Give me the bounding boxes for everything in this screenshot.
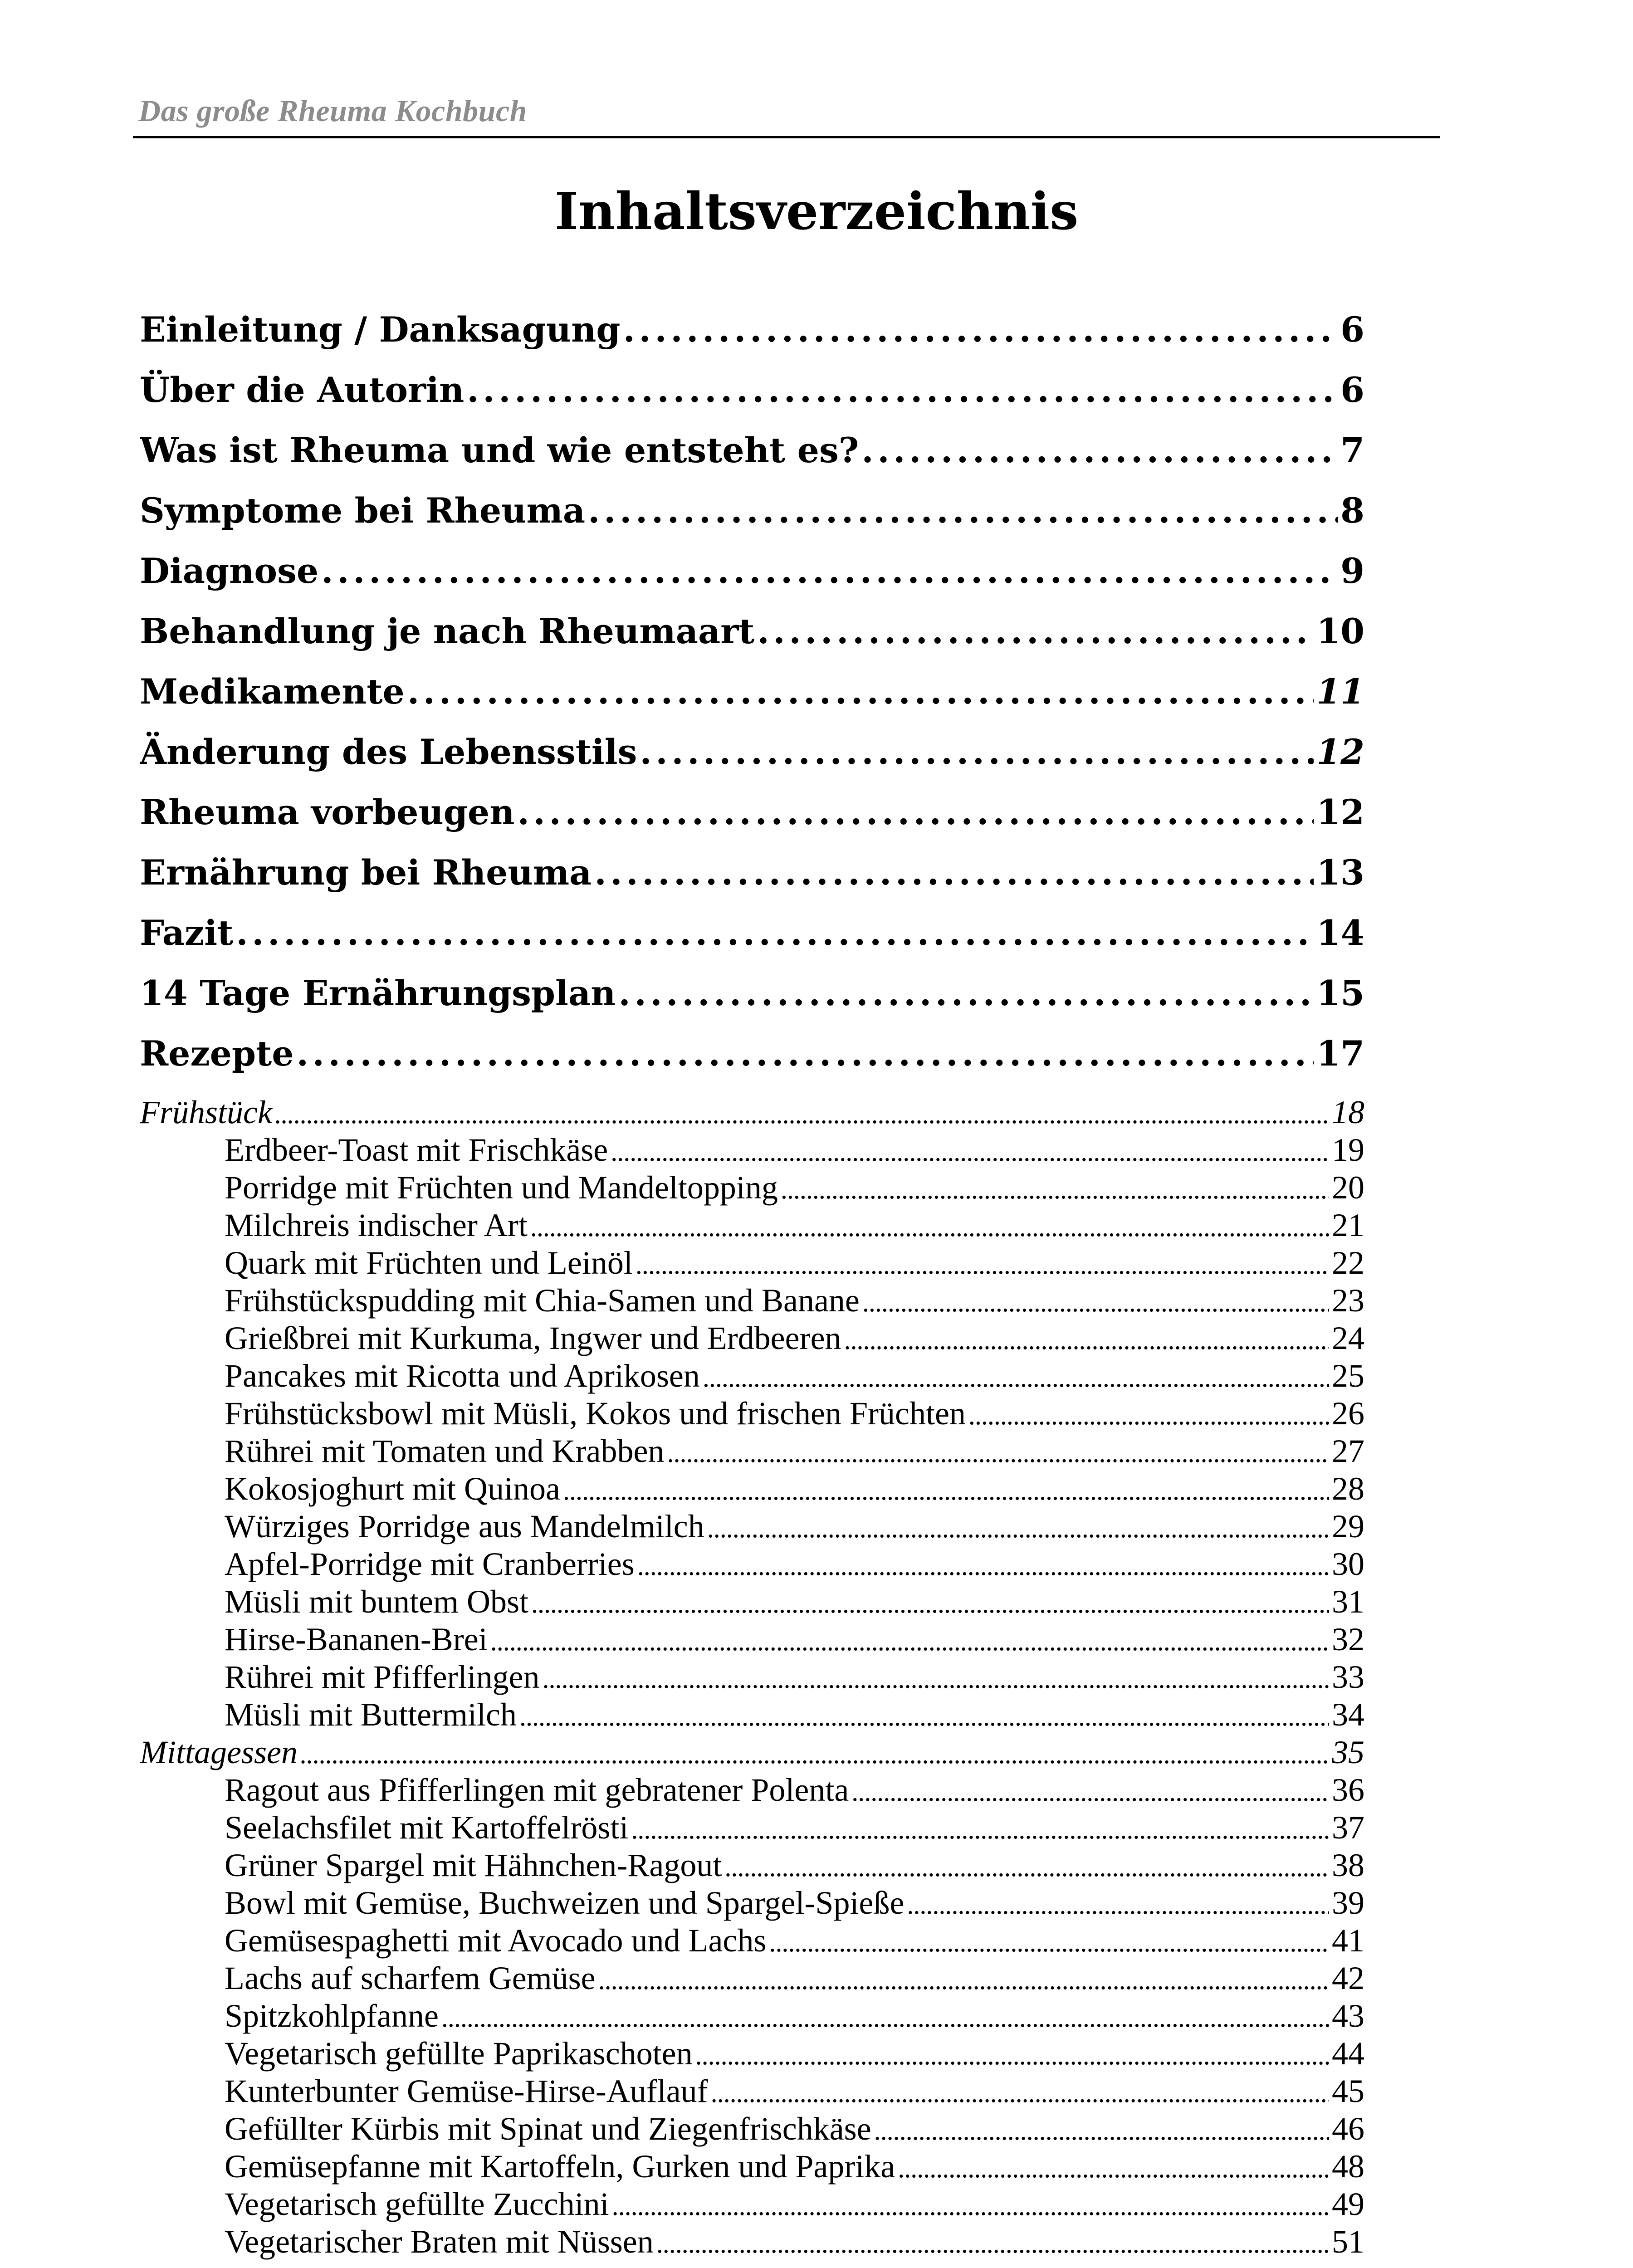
dot-leader (640, 732, 1314, 772)
toc-entry-label: Einleitung / Danksagung (140, 309, 621, 350)
toc-entry-label: Rührei mit Pfifferlingen (225, 1659, 540, 1695)
dot-leader (594, 852, 1314, 893)
toc-entry-label: Änderung des Lebensstils (140, 732, 637, 772)
toc-entry-page-number: 46 (1332, 2111, 1364, 2147)
toc-entry-page-number: 48 (1332, 2148, 1364, 2185)
toc-entry-page-number: 15 (1316, 973, 1364, 1013)
dot-leader (711, 2072, 1329, 2110)
toc-entry-recipe[interactable] (140, 2148, 1364, 2185)
toc-entry-page-number: 25 (1332, 1358, 1364, 1394)
dot-leader (407, 671, 1314, 712)
toc-entry-label: Symptome bei Rheuma (140, 490, 586, 531)
toc-entry-label: Gemüsepfanne mit Kartoffeln, Gurken und Paprika (225, 2148, 895, 2185)
toc-entry-label: Rezepte (140, 1033, 294, 1074)
toc-entry-recipe[interactable] (140, 1432, 1364, 1470)
toc-entry-section[interactable] (140, 1734, 1364, 1771)
toc-entry-page-number: 13 (1316, 852, 1364, 893)
toc-entry-recipe[interactable] (140, 1357, 1364, 1395)
toc-entry-label: Kokosjoghurt mit Quinoa (225, 1471, 560, 1507)
toc-entry-page-number: 24 (1332, 1320, 1364, 1356)
toc-entry-recipe[interactable] (140, 1470, 1364, 1508)
dot-leader (530, 1207, 1329, 1244)
toc-entry-label: Grüner Spargel mit Hähnchen-Ragout (225, 1847, 722, 1883)
toc-entry-label: Diagnose (140, 551, 319, 591)
toc-entry-label: Gefüllter Kürbis mit Spinat und Ziegenfrischkäse (225, 2111, 871, 2147)
toc-entry-label: Mittagessen (140, 1734, 298, 1770)
dot-leader (236, 913, 1314, 953)
toc-entry-label: Pancakes mit Ricotta und Aprikosen (225, 1358, 700, 1394)
toc-entry-recipe[interactable] (140, 2185, 1364, 2223)
toc-entry-label: Was ist Rheuma und wie entsteht es? (140, 430, 859, 470)
toc-entry-recipe[interactable] (140, 1131, 1364, 1169)
dot-leader (612, 2185, 1329, 2223)
toc-entry-recipe[interactable] (140, 1658, 1364, 1696)
dot-leader (695, 2035, 1329, 2072)
toc-entry-recipe[interactable] (140, 1545, 1364, 1583)
dot-leader (543, 1658, 1329, 1696)
dot-leader (631, 1809, 1329, 1847)
dot-leader (656, 2223, 1329, 2261)
toc-entry-label: Grießbrei mit Kurkuma, Ingwer und Erdbeeren (225, 1320, 841, 1356)
dot-leader (531, 1583, 1329, 1621)
dot-leader (518, 792, 1314, 832)
toc-entry-recipe[interactable] (140, 1169, 1364, 1207)
toc-entry-page-number: 28 (1332, 1471, 1364, 1507)
toc-entry-label: Erdbeer-Toast mit Frischkäse (225, 1132, 608, 1168)
toc-entry-chapter[interactable] (140, 852, 1364, 913)
toc-entry-label: Ragout aus Pfifferlingen mit gebratener Polenta (225, 1772, 849, 1808)
dot-leader (519, 1696, 1329, 1734)
toc-entry-page-number: 9 (1340, 551, 1364, 591)
toc-entry-recipe[interactable] (140, 1508, 1364, 1545)
toc-entry-chapter[interactable] (140, 611, 1364, 671)
toc-entry-page-number: 11 (1316, 671, 1364, 712)
toc-entry-label: Müsli mit buntem Obst (225, 1584, 529, 1620)
toc-entry-page-number: 8 (1340, 490, 1364, 531)
toc-entry-label: Frühstückspudding mit Chia-Samen und Banane (225, 1282, 860, 1319)
toc-entry-recipe[interactable] (140, 1583, 1364, 1621)
toc-entry-recipe[interactable] (140, 1847, 1364, 1884)
toc-entry-recipe[interactable] (140, 1771, 1364, 1809)
toc-entry-label: Hirse-Bananen-Brei (225, 1621, 488, 1657)
dot-leader (724, 1847, 1329, 1884)
toc-entry-chapter[interactable] (140, 490, 1364, 551)
toc-entry-page-number: 26 (1332, 1395, 1364, 1432)
toc-entry-label: Über die Autorin (140, 370, 464, 410)
dot-leader (300, 1734, 1329, 1771)
toc-entry-page-number: 35 (1332, 1734, 1364, 1770)
toc-entry-label: Kunterbunter Gemüse-Hirse-Auflauf (225, 2073, 708, 2109)
toc-entry-label: Bowl mit Gemüse, Buchweizen und Spargel-Spieße (225, 1885, 905, 1921)
dot-leader (667, 1432, 1329, 1470)
toc-entry-recipe[interactable] (140, 2110, 1364, 2148)
dot-leader (563, 1470, 1329, 1508)
toc-entry-label: Lachs auf scharfem Gemüse (225, 1960, 596, 1996)
toc-entry-page-number: 38 (1332, 1847, 1364, 1883)
dot-leader (588, 490, 1338, 531)
dot-leader (636, 1244, 1329, 1282)
dot-leader (874, 2110, 1329, 2148)
dot-leader (297, 1033, 1314, 1074)
running-head: Das große Rheuma Kochbuch (138, 93, 527, 128)
toc-entry-recipe[interactable] (140, 1282, 1364, 1320)
toc-entry-page-number: 39 (1332, 1885, 1364, 1921)
toc-entry-page-number: 6 (1340, 309, 1364, 350)
toc-entry-recipe[interactable] (140, 1922, 1364, 1960)
toc-entry-recipe[interactable] (140, 2035, 1364, 2072)
dot-leader (861, 430, 1338, 470)
dot-leader (321, 551, 1338, 591)
toc-entry-recipe[interactable] (140, 1621, 1364, 1658)
toc-entry-label: Spitzkohlpfanne (225, 1998, 439, 2034)
table-of-contents (140, 309, 1364, 2261)
toc-entry-chapter[interactable] (140, 1033, 1364, 1094)
toc-entry-label: Gemüsespaghetti mit Avocado und Lachs (225, 1922, 767, 1959)
dot-leader (598, 1960, 1329, 1997)
toc-entry-page-number: 43 (1332, 1998, 1364, 2034)
toc-entry-page-number: 44 (1332, 2035, 1364, 2072)
toc-entry-label: Fazit (140, 913, 234, 953)
toc-entry-label: Vegetarisch gefüllte Paprikaschoten (225, 2035, 693, 2072)
toc-entry-label: Frühstücksbowl mit Müsli, Kokos und frischen Früchten (225, 1395, 966, 1432)
dot-leader (637, 1545, 1329, 1583)
toc-entry-chapter[interactable] (140, 309, 1364, 370)
toc-entry-page-number: 19 (1332, 1132, 1364, 1168)
toc-entry-label: Rheuma vorbeugen (140, 792, 515, 832)
toc-entry-page-number: 6 (1340, 370, 1364, 410)
toc-entry-page-number: 14 (1316, 913, 1364, 953)
toc-entry-label: Milchreis indischer Art (225, 1207, 528, 1243)
toc-entry-page-number: 20 (1332, 1169, 1364, 1206)
dot-leader (862, 1282, 1329, 1320)
toc-entry-page-number: 33 (1332, 1659, 1364, 1695)
toc-entry-chapter[interactable] (140, 732, 1364, 792)
toc-entry-recipe[interactable] (140, 1809, 1364, 1847)
header-rule (133, 136, 1440, 138)
toc-entry-label: Quark mit Früchten und Leinöl (225, 1245, 633, 1281)
toc-entry-page-number: 31 (1332, 1584, 1364, 1620)
dot-leader (490, 1621, 1329, 1658)
toc-entry-recipe[interactable] (140, 1884, 1364, 1922)
toc-entry-label: Medikamente (140, 671, 405, 712)
dot-leader (703, 1357, 1329, 1395)
toc-entry-page-number: 51 (1332, 2224, 1364, 2260)
toc-entry-page-number: 37 (1332, 1809, 1364, 1846)
toc-entry-section[interactable] (140, 1094, 1364, 1131)
dot-leader (757, 611, 1314, 651)
dot-leader (781, 1169, 1329, 1207)
dot-leader (968, 1395, 1329, 1432)
toc-entry-label: Porridge mit Früchten und Mandeltopping (225, 1169, 778, 1206)
toc-entry-page-number: 23 (1332, 1282, 1364, 1319)
dot-leader (851, 1771, 1329, 1809)
page-title: Inhaltsverzeichnis (554, 182, 1079, 241)
toc-entry-chapter[interactable] (140, 430, 1364, 490)
toc-entry-page-number: 32 (1332, 1621, 1364, 1657)
toc-entry-label: Rührei mit Tomaten und Krabben (225, 1433, 665, 1469)
toc-entry-page-number: 41 (1332, 1922, 1364, 1959)
dot-leader (441, 1997, 1329, 2035)
toc-entry-label: Vegetarisch gefüllte Zucchini (225, 2186, 609, 2222)
toc-entry-chapter[interactable] (140, 792, 1364, 852)
toc-entry-chapter[interactable] (140, 551, 1364, 611)
dot-leader (769, 1922, 1329, 1960)
toc-entry-label: Ernährung bei Rheuma (140, 852, 592, 893)
toc-entry-chapter[interactable] (140, 370, 1364, 430)
toc-entry-page-number: 12 (1316, 792, 1364, 832)
toc-entry-chapter[interactable] (140, 973, 1364, 1033)
toc-entry-page-number: 10 (1316, 611, 1364, 651)
toc-entry-label: Apfel-Porridge mit Cranberries (225, 1546, 635, 1582)
toc-entry-recipe[interactable] (140, 1997, 1364, 2035)
toc-entry-page-number: 34 (1332, 1696, 1364, 1733)
toc-entry-chapter[interactable] (140, 671, 1364, 732)
dot-leader (707, 1508, 1329, 1545)
toc-entry-page-number: 30 (1332, 1546, 1364, 1582)
dot-leader (623, 309, 1338, 350)
toc-entry-label: Frühstück (140, 1094, 272, 1130)
toc-entry-recipe[interactable] (140, 1395, 1364, 1432)
dot-leader (907, 1884, 1329, 1922)
dot-leader (898, 2148, 1329, 2185)
toc-entry-label: Müsli mit Buttermilch (225, 1696, 517, 1733)
toc-entry-recipe[interactable] (140, 2223, 1364, 2261)
toc-entry-label: Seelachsfilet mit Kartoffelrösti (225, 1809, 629, 1846)
toc-entry-page-number: 27 (1332, 1433, 1364, 1469)
toc-entry-page-number: 29 (1332, 1508, 1364, 1545)
toc-entry-label: 14 Tage Ernährungsplan (140, 973, 616, 1013)
toc-entry-page-number: 21 (1332, 1207, 1364, 1243)
toc-entry-recipe[interactable] (140, 1696, 1364, 1734)
toc-entry-label: Vegetarischer Braten mit Nüssen (225, 2224, 654, 2260)
dot-leader (618, 973, 1314, 1013)
toc-entry-page-number: 36 (1332, 1772, 1364, 1808)
dot-leader (275, 1094, 1329, 1131)
toc-entry-recipe[interactable] (140, 2072, 1364, 2110)
toc-entry-page-number: 49 (1332, 2186, 1364, 2222)
dot-leader (611, 1131, 1329, 1169)
toc-entry-label: Würziges Porridge aus Mandelmilch (225, 1508, 704, 1545)
toc-entry-page-number: 12 (1316, 732, 1364, 772)
toc-entry-recipe[interactable] (140, 1960, 1364, 1997)
toc-entry-page-number: 22 (1332, 1245, 1364, 1281)
dot-leader (467, 370, 1338, 410)
toc-entry-page-number: 18 (1332, 1094, 1364, 1130)
dot-leader (844, 1320, 1329, 1357)
toc-entry-chapter[interactable] (140, 913, 1364, 973)
toc-entry-recipe[interactable] (140, 1207, 1364, 1244)
toc-entry-page-number: 7 (1340, 430, 1364, 470)
toc-entry-page-number: 17 (1316, 1033, 1364, 1074)
toc-entry-page-number: 45 (1332, 2073, 1364, 2109)
toc-entry-label: Behandlung je nach Rheumaart (140, 611, 755, 651)
toc-entry-recipe[interactable] (140, 1320, 1364, 1357)
toc-entry-page-number: 42 (1332, 1960, 1364, 1996)
toc-entry-recipe[interactable] (140, 1244, 1364, 1282)
